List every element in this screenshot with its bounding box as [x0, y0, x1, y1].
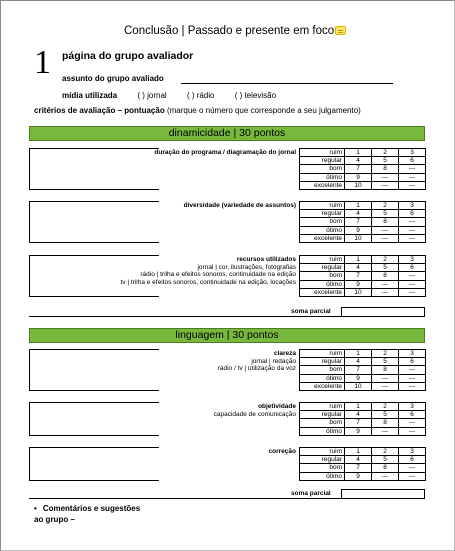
- score-cell[interactable]: ---: [372, 181, 399, 189]
- score-cell[interactable]: 5: [372, 456, 399, 464]
- score-level: ruim: [300, 350, 345, 358]
- score-row: [300, 374, 426, 382]
- subject-fill-line[interactable]: [181, 83, 393, 84]
- score-level: ruim: [300, 448, 345, 456]
- score-cell[interactable]: ---: [372, 427, 399, 435]
- media-label: mídia utilizada: [62, 91, 118, 100]
- score-cell[interactable]: 6: [399, 456, 426, 464]
- score-cell[interactable]: ---: [372, 234, 399, 242]
- score-row: [300, 256, 426, 264]
- score-cell[interactable]: 4: [345, 358, 372, 366]
- score-cell[interactable]: ---: [399, 374, 426, 382]
- score-level: excelente: [300, 382, 345, 390]
- score-table: [299, 255, 426, 297]
- score-cell[interactable]: 9: [345, 472, 372, 480]
- partial-sum-field[interactable]: [341, 489, 425, 499]
- criterion-description: [29, 448, 296, 456]
- score-cell[interactable]: 2: [372, 202, 399, 210]
- score-cell[interactable]: ---: [399, 272, 426, 280]
- score-cell[interactable]: 7: [345, 464, 372, 472]
- criterion-detail: rádio | trilha e efeitos sonoros, continuidade na edição: [140, 271, 296, 279]
- score-cell[interactable]: 9: [345, 427, 372, 435]
- score-cell[interactable]: 7: [345, 272, 372, 280]
- score-cell[interactable]: 3: [399, 149, 426, 157]
- score-cell[interactable]: 4: [345, 157, 372, 165]
- score-cell[interactable]: ---: [372, 226, 399, 234]
- score-table: [299, 201, 426, 243]
- score-level: ruim: [300, 256, 345, 264]
- criterion-detail: jornal | cor, ilustrações, fotografias: [197, 263, 296, 271]
- score-level: ruim: [300, 202, 345, 210]
- score-cell[interactable]: 8: [372, 218, 399, 226]
- score-cell[interactable]: 10: [345, 382, 372, 390]
- score-row: [300, 173, 426, 181]
- section-heading: dinamicidade | 30 pontos: [29, 126, 425, 141]
- score-cell[interactable]: 2: [372, 149, 399, 157]
- score-row: [300, 427, 426, 435]
- score-cell[interactable]: 1: [345, 403, 372, 411]
- score-cell[interactable]: 9: [345, 226, 372, 234]
- score-cell[interactable]: 9: [345, 280, 372, 288]
- score-row: [300, 448, 426, 456]
- score-cell[interactable]: 8: [372, 464, 399, 472]
- score-row: [300, 218, 426, 226]
- score-cell[interactable]: 3: [399, 202, 426, 210]
- score-cell[interactable]: 2: [372, 256, 399, 264]
- criterion-detail: capacidade de comunicação: [213, 410, 296, 418]
- criterion-title: recursos utilizados: [236, 256, 296, 263]
- criterion-detail: rádio / tv | utilização da voz: [217, 365, 296, 373]
- criteria-line: [34, 106, 361, 115]
- criterion-description: [29, 202, 296, 210]
- score-cell[interactable]: ---: [372, 288, 399, 296]
- score-cell[interactable]: 7: [345, 366, 372, 374]
- score-row: [300, 403, 426, 411]
- partial-sum-label: soma parcial: [291, 308, 331, 315]
- score-level: ótimo: [300, 427, 345, 435]
- criterion-detail: tv | trilha e efeitos sonoros, continuidade na edição, locações: [120, 278, 296, 286]
- score-cell[interactable]: 1: [345, 202, 372, 210]
- criterion-description: [29, 149, 296, 157]
- score-level: bom: [300, 272, 345, 280]
- score-level: ótimo: [300, 472, 345, 480]
- score-cell[interactable]: 7: [345, 419, 372, 427]
- score-level: bom: [300, 419, 345, 427]
- score-cell[interactable]: 10: [345, 234, 372, 242]
- score-cell[interactable]: ---: [399, 366, 426, 374]
- score-level: regular: [300, 264, 345, 272]
- score-cell[interactable]: ---: [399, 382, 426, 390]
- score-table: [299, 447, 426, 481]
- criterion-description: [29, 350, 296, 373]
- score-row: [300, 234, 426, 242]
- score-cell[interactable]: ---: [372, 472, 399, 480]
- score-cell[interactable]: 8: [372, 419, 399, 427]
- media-option-televisao[interactable]: ( ) televisão: [234, 91, 277, 100]
- score-cell[interactable]: 5: [372, 264, 399, 272]
- score-cell[interactable]: 9: [345, 173, 372, 181]
- score-cell[interactable]: ---: [399, 173, 426, 181]
- score-cell[interactable]: ---: [399, 427, 426, 435]
- criterion-detail: jornal | redação: [251, 357, 296, 365]
- subject-label: assunto do grupo avaliado: [62, 74, 164, 83]
- comments-to-group[interactable]: ao grupo –: [34, 515, 75, 524]
- score-row: [300, 202, 426, 210]
- score-cell[interactable]: 10: [345, 181, 372, 189]
- comment-icon[interactable]: [335, 26, 346, 35]
- score-table: [299, 148, 426, 190]
- score-level: bom: [300, 366, 345, 374]
- score-cell[interactable]: ---: [399, 419, 426, 427]
- media-row: [62, 91, 276, 100]
- score-row: [300, 411, 426, 419]
- criterion-description: [29, 403, 296, 418]
- score-cell[interactable]: 4: [345, 411, 372, 419]
- score-table: [299, 402, 426, 436]
- score-level: ótimo: [300, 280, 345, 288]
- score-row: [300, 382, 426, 390]
- score-row: [300, 165, 426, 173]
- score-cell[interactable]: 6: [399, 264, 426, 272]
- page-number: 1: [34, 44, 51, 81]
- score-level: excelente: [300, 234, 345, 242]
- score-cell[interactable]: ---: [399, 234, 426, 242]
- score-row: [300, 157, 426, 165]
- score-cell[interactable]: 3: [399, 350, 426, 358]
- score-level: bom: [300, 218, 345, 226]
- score-row: [300, 272, 426, 280]
- score-cell[interactable]: 7: [345, 218, 372, 226]
- score-cell[interactable]: ---: [399, 288, 426, 296]
- score-row: [300, 226, 426, 234]
- score-cell[interactable]: 2: [372, 448, 399, 456]
- score-cell[interactable]: 1: [345, 350, 372, 358]
- score-table: [299, 349, 426, 391]
- media-option-jornal[interactable]: ( ) jornal: [137, 91, 167, 100]
- score-cell[interactable]: ---: [372, 280, 399, 288]
- score-cell[interactable]: 7: [345, 165, 372, 173]
- score-row: [300, 472, 426, 480]
- score-cell[interactable]: 1: [345, 256, 372, 264]
- score-level: excelente: [300, 288, 345, 296]
- score-cell[interactable]: ---: [372, 173, 399, 181]
- score-cell[interactable]: 2: [372, 350, 399, 358]
- score-row: [300, 181, 426, 189]
- partial-sum-field[interactable]: [341, 307, 425, 317]
- score-row: [300, 149, 426, 157]
- page-label: página do grupo avaliador: [62, 50, 194, 62]
- criteria-note: (marque o número que corresponde a seu julgamento): [166, 106, 361, 115]
- score-cell[interactable]: 1: [345, 448, 372, 456]
- score-level: ótimo: [300, 226, 345, 234]
- score-row: [300, 210, 426, 218]
- score-cell[interactable]: 6: [399, 358, 426, 366]
- criterion-title: diversidade (variedade de assuntos): [183, 202, 296, 209]
- score-row: [300, 280, 426, 288]
- score-level: ótimo: [300, 173, 345, 181]
- score-cell[interactable]: ---: [399, 218, 426, 226]
- score-cell[interactable]: 2: [372, 403, 399, 411]
- score-level: excelente: [300, 181, 345, 189]
- score-cell[interactable]: ---: [399, 280, 426, 288]
- score-cell[interactable]: ---: [399, 181, 426, 189]
- score-cell[interactable]: ---: [399, 165, 426, 173]
- comments-bullet: • Comentários e sugestões: [34, 504, 140, 513]
- score-level: regular: [300, 411, 345, 419]
- section-heading: linguagem | 30 pontos: [29, 328, 425, 343]
- partial-sum-row: [29, 490, 425, 499]
- score-cell[interactable]: 8: [372, 272, 399, 280]
- score-cell[interactable]: 3: [399, 256, 426, 264]
- score-cell[interactable]: 6: [399, 411, 426, 419]
- score-row: [300, 288, 426, 296]
- score-cell[interactable]: 6: [399, 210, 426, 218]
- score-cell[interactable]: 4: [345, 210, 372, 218]
- partial-sum-row: [29, 308, 425, 317]
- score-cell[interactable]: 5: [372, 358, 399, 366]
- score-row: [300, 419, 426, 427]
- score-row: [300, 358, 426, 366]
- score-level: regular: [300, 157, 345, 165]
- partial-sum-label: soma parcial: [291, 490, 331, 497]
- score-cell[interactable]: 6: [399, 157, 426, 165]
- criterion-title: objetividade: [258, 403, 296, 410]
- score-row: [300, 264, 426, 272]
- score-cell[interactable]: 5: [372, 210, 399, 218]
- score-cell[interactable]: 3: [399, 448, 426, 456]
- score-level: regular: [300, 210, 345, 218]
- criterion-title: correção: [268, 448, 296, 455]
- score-cell[interactable]: 8: [372, 165, 399, 173]
- score-cell[interactable]: ---: [399, 464, 426, 472]
- score-row: [300, 366, 426, 374]
- score-cell[interactable]: 1: [345, 149, 372, 157]
- score-cell[interactable]: 4: [345, 264, 372, 272]
- score-cell[interactable]: ---: [372, 374, 399, 382]
- criterion-description: [29, 256, 296, 286]
- score-row: [300, 350, 426, 358]
- criterion-title: duração do programa / diagramação do jornal: [154, 149, 296, 156]
- score-level: bom: [300, 165, 345, 173]
- score-row: [300, 456, 426, 464]
- media-option-radio[interactable]: ( ) rádio: [186, 91, 215, 100]
- score-cell[interactable]: 9: [345, 374, 372, 382]
- criterion-title: clareza: [273, 350, 296, 357]
- score-level: ruim: [300, 403, 345, 411]
- score-row: [300, 464, 426, 472]
- score-level: regular: [300, 456, 345, 464]
- score-cell[interactable]: ---: [399, 472, 426, 480]
- score-level: bom: [300, 464, 345, 472]
- criteria-label: critérios de avaliação – pontuação: [34, 106, 165, 115]
- score-cell[interactable]: ---: [372, 382, 399, 390]
- score-cell[interactable]: 5: [372, 411, 399, 419]
- score-level: regular: [300, 358, 345, 366]
- score-cell[interactable]: 10: [345, 288, 372, 296]
- document-title: Conclusão | Passado e presente em foco: [124, 25, 346, 37]
- score-cell[interactable]: 4: [345, 456, 372, 464]
- score-cell[interactable]: 5: [372, 157, 399, 165]
- score-cell[interactable]: 3: [399, 403, 426, 411]
- score-cell[interactable]: ---: [399, 226, 426, 234]
- score-level: ótimo: [300, 374, 345, 382]
- score-cell[interactable]: 8: [372, 366, 399, 374]
- score-level: ruim: [300, 149, 345, 157]
